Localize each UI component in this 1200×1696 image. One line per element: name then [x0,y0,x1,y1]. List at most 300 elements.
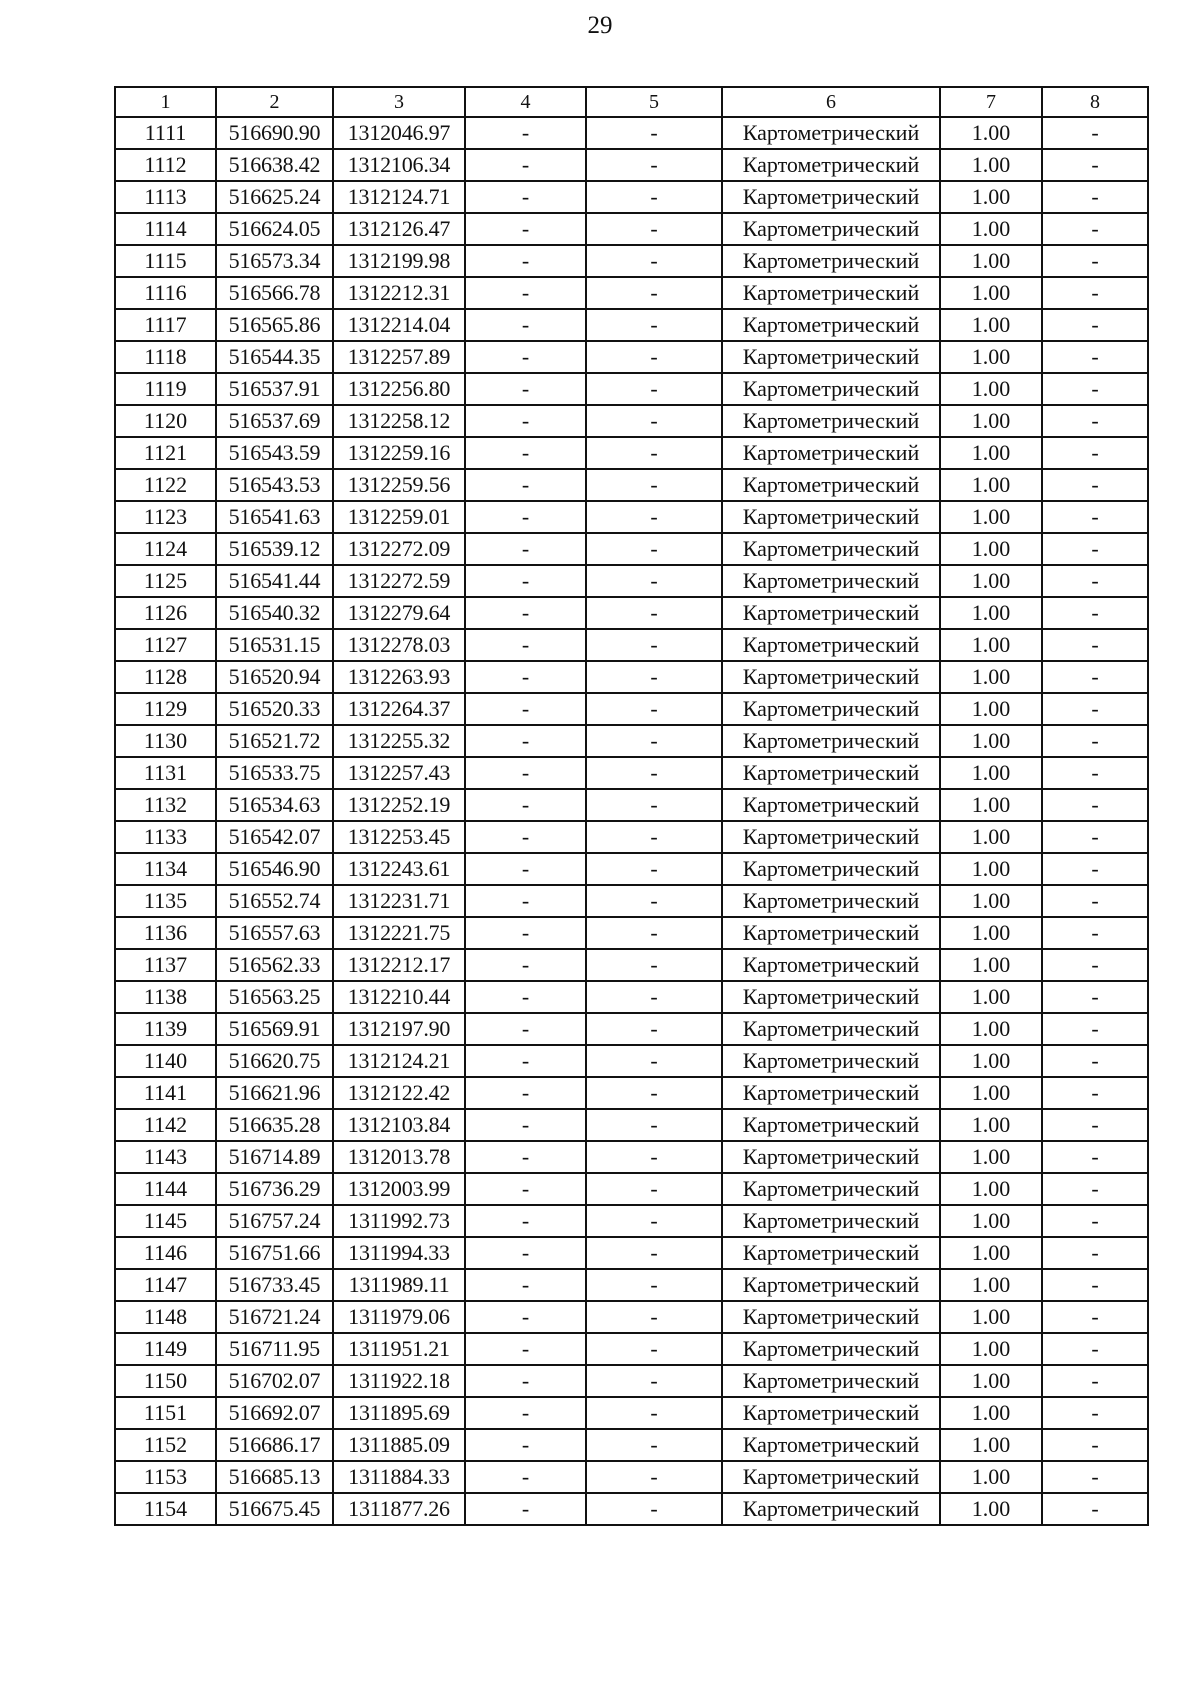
col4-cell: - [465,757,586,789]
x-coordinate-cell: 516635.28 [216,1109,333,1141]
col5-cell: - [586,949,722,981]
point-number-cell: 1152 [115,1429,216,1461]
table-row [115,1237,1148,1269]
col4-cell: - [465,341,586,373]
col8-cell: - [1042,1109,1148,1141]
point-number-cell: 1148 [115,1301,216,1333]
y-coordinate-cell: 1312122.42 [333,1077,465,1109]
y-coordinate-cell: 1312103.84 [333,1109,465,1141]
table-row [115,821,1148,853]
col4-cell: - [465,501,586,533]
y-coordinate-cell: 1312126.47 [333,213,465,245]
col5-cell: - [586,661,722,693]
point-number-cell: 1131 [115,757,216,789]
header-cell-2: 2 [216,87,333,117]
x-coordinate-cell: 516539.12 [216,533,333,565]
col4-cell: - [465,1077,586,1109]
col8-cell: - [1042,1301,1148,1333]
table-row [115,1333,1148,1365]
accuracy-cell: 1.00 [940,501,1042,533]
point-number-cell: 1150 [115,1365,216,1397]
col8-cell: - [1042,1333,1148,1365]
method-cell: Картометрический [722,1429,940,1461]
table-row [115,949,1148,981]
x-coordinate-cell: 516757.24 [216,1205,333,1237]
x-coordinate-cell: 516711.95 [216,1333,333,1365]
header-row [115,87,1148,117]
col5-cell: - [586,213,722,245]
col4-cell: - [465,1269,586,1301]
x-coordinate-cell: 516541.44 [216,565,333,597]
accuracy-cell: 1.00 [940,149,1042,181]
x-coordinate-cell: 516702.07 [216,1365,333,1397]
point-number-cell: 1132 [115,789,216,821]
point-number-cell: 1138 [115,981,216,1013]
table-row [115,1397,1148,1429]
table-row [115,597,1148,629]
accuracy-cell: 1.00 [940,1301,1042,1333]
col5-cell: - [586,725,722,757]
method-cell: Картометрический [722,1493,940,1525]
col4-cell: - [465,1301,586,1333]
accuracy-cell: 1.00 [940,245,1042,277]
accuracy-cell: 1.00 [940,981,1042,1013]
col4-cell: - [465,1365,586,1397]
method-cell: Картометрический [722,1269,940,1301]
col8-cell: - [1042,661,1148,693]
point-number-cell: 1129 [115,693,216,725]
y-coordinate-cell: 1311885.09 [333,1429,465,1461]
point-number-cell: 1123 [115,501,216,533]
table-row [115,437,1148,469]
point-number-cell: 1117 [115,309,216,341]
point-number-cell: 1134 [115,853,216,885]
col4-cell: - [465,597,586,629]
x-coordinate-cell: 516714.89 [216,1141,333,1173]
y-coordinate-cell: 1312124.71 [333,181,465,213]
method-cell: Картометрический [722,917,940,949]
col5-cell: - [586,405,722,437]
x-coordinate-cell: 516751.66 [216,1237,333,1269]
method-cell: Картометрический [722,821,940,853]
y-coordinate-cell: 1312264.37 [333,693,465,725]
col4-cell: - [465,309,586,341]
col8-cell: - [1042,789,1148,821]
col5-cell: - [586,1397,722,1429]
accuracy-cell: 1.00 [940,1397,1042,1429]
accuracy-cell: 1.00 [940,1109,1042,1141]
header-cell-7: 7 [940,87,1042,117]
x-coordinate-cell: 516675.45 [216,1493,333,1525]
y-coordinate-cell: 1312003.99 [333,1173,465,1205]
col8-cell: - [1042,1237,1148,1269]
accuracy-cell: 1.00 [940,949,1042,981]
col8-cell: - [1042,1013,1148,1045]
point-number-cell: 1140 [115,1045,216,1077]
table-row [115,693,1148,725]
point-number-cell: 1115 [115,245,216,277]
method-cell: Картометрический [722,949,940,981]
accuracy-cell: 1.00 [940,821,1042,853]
table-row [115,1205,1148,1237]
point-number-cell: 1118 [115,341,216,373]
col8-cell: - [1042,1397,1148,1429]
col5-cell: - [586,277,722,309]
point-number-cell: 1147 [115,1269,216,1301]
accuracy-cell: 1.00 [940,405,1042,437]
col5-cell: - [586,469,722,501]
header-cell-5: 5 [586,87,722,117]
method-cell: Картометрический [722,597,940,629]
accuracy-cell: 1.00 [940,373,1042,405]
method-cell: Картометрический [722,149,940,181]
col8-cell: - [1042,885,1148,917]
col4-cell: - [465,1429,586,1461]
col8-cell: - [1042,853,1148,885]
col4-cell: - [465,565,586,597]
table-row [115,917,1148,949]
accuracy-cell: 1.00 [940,1205,1042,1237]
x-coordinate-cell: 516521.72 [216,725,333,757]
method-cell: Картометрический [722,309,940,341]
y-coordinate-cell: 1312212.17 [333,949,465,981]
col4-cell: - [465,885,586,917]
x-coordinate-cell: 516534.63 [216,789,333,821]
col5-cell: - [586,533,722,565]
x-coordinate-cell: 516562.33 [216,949,333,981]
point-number-cell: 1137 [115,949,216,981]
accuracy-cell: 1.00 [940,1141,1042,1173]
y-coordinate-cell: 1311922.18 [333,1365,465,1397]
col4-cell: - [465,1333,586,1365]
point-number-cell: 1143 [115,1141,216,1173]
col5-cell: - [586,1173,722,1205]
col5-cell: - [586,821,722,853]
method-cell: Картометрический [722,981,940,1013]
y-coordinate-cell: 1312272.59 [333,565,465,597]
point-number-cell: 1142 [115,1109,216,1141]
y-coordinate-cell: 1311895.69 [333,1397,465,1429]
col8-cell: - [1042,565,1148,597]
x-coordinate-cell: 516733.45 [216,1269,333,1301]
col5-cell: - [586,245,722,277]
col8-cell: - [1042,1077,1148,1109]
point-number-cell: 1133 [115,821,216,853]
x-coordinate-cell: 516520.94 [216,661,333,693]
method-cell: Картометрический [722,405,940,437]
table-row [115,629,1148,661]
header-cell-6: 6 [722,87,940,117]
col4-cell: - [465,1205,586,1237]
x-coordinate-cell: 516620.75 [216,1045,333,1077]
method-cell: Картометрический [722,629,940,661]
col8-cell: - [1042,245,1148,277]
method-cell: Картометрический [722,213,940,245]
col5-cell: - [586,341,722,373]
table-row [115,181,1148,213]
point-number-cell: 1120 [115,405,216,437]
col8-cell: - [1042,501,1148,533]
method-cell: Картометрический [722,693,940,725]
table-row [115,1141,1148,1173]
col5-cell: - [586,149,722,181]
col4-cell: - [465,1141,586,1173]
col4-cell: - [465,1461,586,1493]
col5-cell: - [586,597,722,629]
header-cell-1: 1 [115,87,216,117]
col5-cell: - [586,757,722,789]
y-coordinate-cell: 1312243.61 [333,853,465,885]
coordinates-table [114,86,1149,1526]
x-coordinate-cell: 516533.75 [216,757,333,789]
x-coordinate-cell: 516546.90 [216,853,333,885]
method-cell: Картометрический [722,1237,940,1269]
point-number-cell: 1127 [115,629,216,661]
accuracy-cell: 1.00 [940,1237,1042,1269]
accuracy-cell: 1.00 [940,1013,1042,1045]
method-cell: Картометрический [722,1141,940,1173]
col4-cell: - [465,1173,586,1205]
col5-cell: - [586,373,722,405]
accuracy-cell: 1.00 [940,1365,1042,1397]
accuracy-cell: 1.00 [940,1461,1042,1493]
table-row [115,565,1148,597]
accuracy-cell: 1.00 [940,789,1042,821]
col5-cell: - [586,853,722,885]
x-coordinate-cell: 516531.15 [216,629,333,661]
accuracy-cell: 1.00 [940,309,1042,341]
col5-cell: - [586,1045,722,1077]
y-coordinate-cell: 1312259.01 [333,501,465,533]
table-row [115,1077,1148,1109]
accuracy-cell: 1.00 [940,1077,1042,1109]
y-coordinate-cell: 1312272.09 [333,533,465,565]
accuracy-cell: 1.00 [940,693,1042,725]
page-number: 29 [587,12,613,39]
accuracy-cell: 1.00 [940,1493,1042,1525]
method-cell: Картометрический [722,1397,940,1429]
table-row [115,981,1148,1013]
col8-cell: - [1042,1141,1148,1173]
col5-cell: - [586,1077,722,1109]
table-row [115,341,1148,373]
x-coordinate-cell: 516624.05 [216,213,333,245]
x-coordinate-cell: 516685.13 [216,1461,333,1493]
accuracy-cell: 1.00 [940,661,1042,693]
col8-cell: - [1042,309,1148,341]
col4-cell: - [465,1013,586,1045]
point-number-cell: 1146 [115,1237,216,1269]
col8-cell: - [1042,821,1148,853]
y-coordinate-cell: 1312253.45 [333,821,465,853]
col8-cell: - [1042,405,1148,437]
method-cell: Картометрический [722,341,940,373]
method-cell: Картометрический [722,789,940,821]
point-number-cell: 1130 [115,725,216,757]
y-coordinate-cell: 1312259.16 [333,437,465,469]
col4-cell: - [465,1397,586,1429]
accuracy-cell: 1.00 [940,1269,1042,1301]
col5-cell: - [586,437,722,469]
y-coordinate-cell: 1312257.89 [333,341,465,373]
accuracy-cell: 1.00 [940,533,1042,565]
table-row [115,853,1148,885]
y-coordinate-cell: 1311884.33 [333,1461,465,1493]
y-coordinate-cell: 1312258.12 [333,405,465,437]
method-cell: Картометрический [722,1365,940,1397]
x-coordinate-cell: 516552.74 [216,885,333,917]
col8-cell: - [1042,725,1148,757]
y-coordinate-cell: 1311989.11 [333,1269,465,1301]
table-row [115,469,1148,501]
col5-cell: - [586,117,722,149]
col5-cell: - [586,1109,722,1141]
table-row [115,1365,1148,1397]
method-cell: Картометрический [722,1301,940,1333]
x-coordinate-cell: 516565.86 [216,309,333,341]
point-number-cell: 1153 [115,1461,216,1493]
col5-cell: - [586,1301,722,1333]
header-cell-3: 3 [333,87,465,117]
col8-cell: - [1042,117,1148,149]
header-cell-8: 8 [1042,87,1148,117]
col8-cell: - [1042,373,1148,405]
y-coordinate-cell: 1312263.93 [333,661,465,693]
table-row [115,533,1148,565]
col8-cell: - [1042,469,1148,501]
method-cell: Картометрический [722,117,940,149]
method-cell: Картометрический [722,245,940,277]
col8-cell: - [1042,693,1148,725]
col5-cell: - [586,1365,722,1397]
method-cell: Картометрический [722,1109,940,1141]
table-row [115,1173,1148,1205]
col8-cell: - [1042,1493,1148,1525]
col8-cell: - [1042,1429,1148,1461]
col4-cell: - [465,1045,586,1077]
x-coordinate-cell: 516573.34 [216,245,333,277]
table-row [115,757,1148,789]
x-coordinate-cell: 516690.90 [216,117,333,149]
accuracy-cell: 1.00 [940,1429,1042,1461]
col5-cell: - [586,181,722,213]
table-row [115,1493,1148,1525]
y-coordinate-cell: 1312212.31 [333,277,465,309]
method-cell: Картометрический [722,181,940,213]
col5-cell: - [586,981,722,1013]
col8-cell: - [1042,149,1148,181]
point-number-cell: 1121 [115,437,216,469]
y-coordinate-cell: 1311994.33 [333,1237,465,1269]
x-coordinate-cell: 516692.07 [216,1397,333,1429]
y-coordinate-cell: 1312278.03 [333,629,465,661]
col8-cell: - [1042,1269,1148,1301]
table-row [115,725,1148,757]
x-coordinate-cell: 516569.91 [216,1013,333,1045]
col5-cell: - [586,885,722,917]
point-number-cell: 1151 [115,1397,216,1429]
point-number-cell: 1154 [115,1493,216,1525]
method-cell: Картометрический [722,1173,940,1205]
table-row [115,245,1148,277]
accuracy-cell: 1.00 [940,757,1042,789]
col5-cell: - [586,565,722,597]
method-cell: Картометрический [722,1205,940,1237]
table-row [115,1429,1148,1461]
x-coordinate-cell: 516621.96 [216,1077,333,1109]
table-row [115,1269,1148,1301]
y-coordinate-cell: 1312199.98 [333,245,465,277]
table-header [115,87,1148,117]
col8-cell: - [1042,1461,1148,1493]
col8-cell: - [1042,949,1148,981]
method-cell: Картометрический [722,1333,940,1365]
col8-cell: - [1042,1045,1148,1077]
x-coordinate-cell: 516566.78 [216,277,333,309]
col4-cell: - [465,1493,586,1525]
col4-cell: - [465,181,586,213]
point-number-cell: 1114 [115,213,216,245]
point-number-cell: 1111 [115,117,216,149]
col4-cell: - [465,629,586,661]
point-number-cell: 1149 [115,1333,216,1365]
col4-cell: - [465,949,586,981]
table-row [115,149,1148,181]
y-coordinate-cell: 1312210.44 [333,981,465,1013]
table-row [115,885,1148,917]
method-cell: Картометрический [722,565,940,597]
table-row [115,373,1148,405]
x-coordinate-cell: 516543.59 [216,437,333,469]
accuracy-cell: 1.00 [940,277,1042,309]
table-row [115,1461,1148,1493]
table-row [115,1301,1148,1333]
x-coordinate-cell: 516563.25 [216,981,333,1013]
accuracy-cell: 1.00 [940,341,1042,373]
method-cell: Картометрический [722,533,940,565]
table-row [115,213,1148,245]
accuracy-cell: 1.00 [940,917,1042,949]
col4-cell: - [465,853,586,885]
col8-cell: - [1042,341,1148,373]
col5-cell: - [586,1013,722,1045]
point-number-cell: 1135 [115,885,216,917]
col4-cell: - [465,981,586,1013]
point-number-cell: 1144 [115,1173,216,1205]
point-number-cell: 1122 [115,469,216,501]
y-coordinate-cell: 1311979.06 [333,1301,465,1333]
x-coordinate-cell: 516541.63 [216,501,333,533]
table-row [115,405,1148,437]
accuracy-cell: 1.00 [940,725,1042,757]
accuracy-cell: 1.00 [940,437,1042,469]
col8-cell: - [1042,1365,1148,1397]
point-number-cell: 1124 [115,533,216,565]
col4-cell: - [465,277,586,309]
point-number-cell: 1136 [115,917,216,949]
col8-cell: - [1042,213,1148,245]
accuracy-cell: 1.00 [940,853,1042,885]
col5-cell: - [586,1493,722,1525]
table-row [115,277,1148,309]
col5-cell: - [586,1141,722,1173]
col8-cell: - [1042,437,1148,469]
col8-cell: - [1042,597,1148,629]
table-row [115,309,1148,341]
col4-cell: - [465,789,586,821]
col4-cell: - [465,917,586,949]
y-coordinate-cell: 1312106.34 [333,149,465,181]
